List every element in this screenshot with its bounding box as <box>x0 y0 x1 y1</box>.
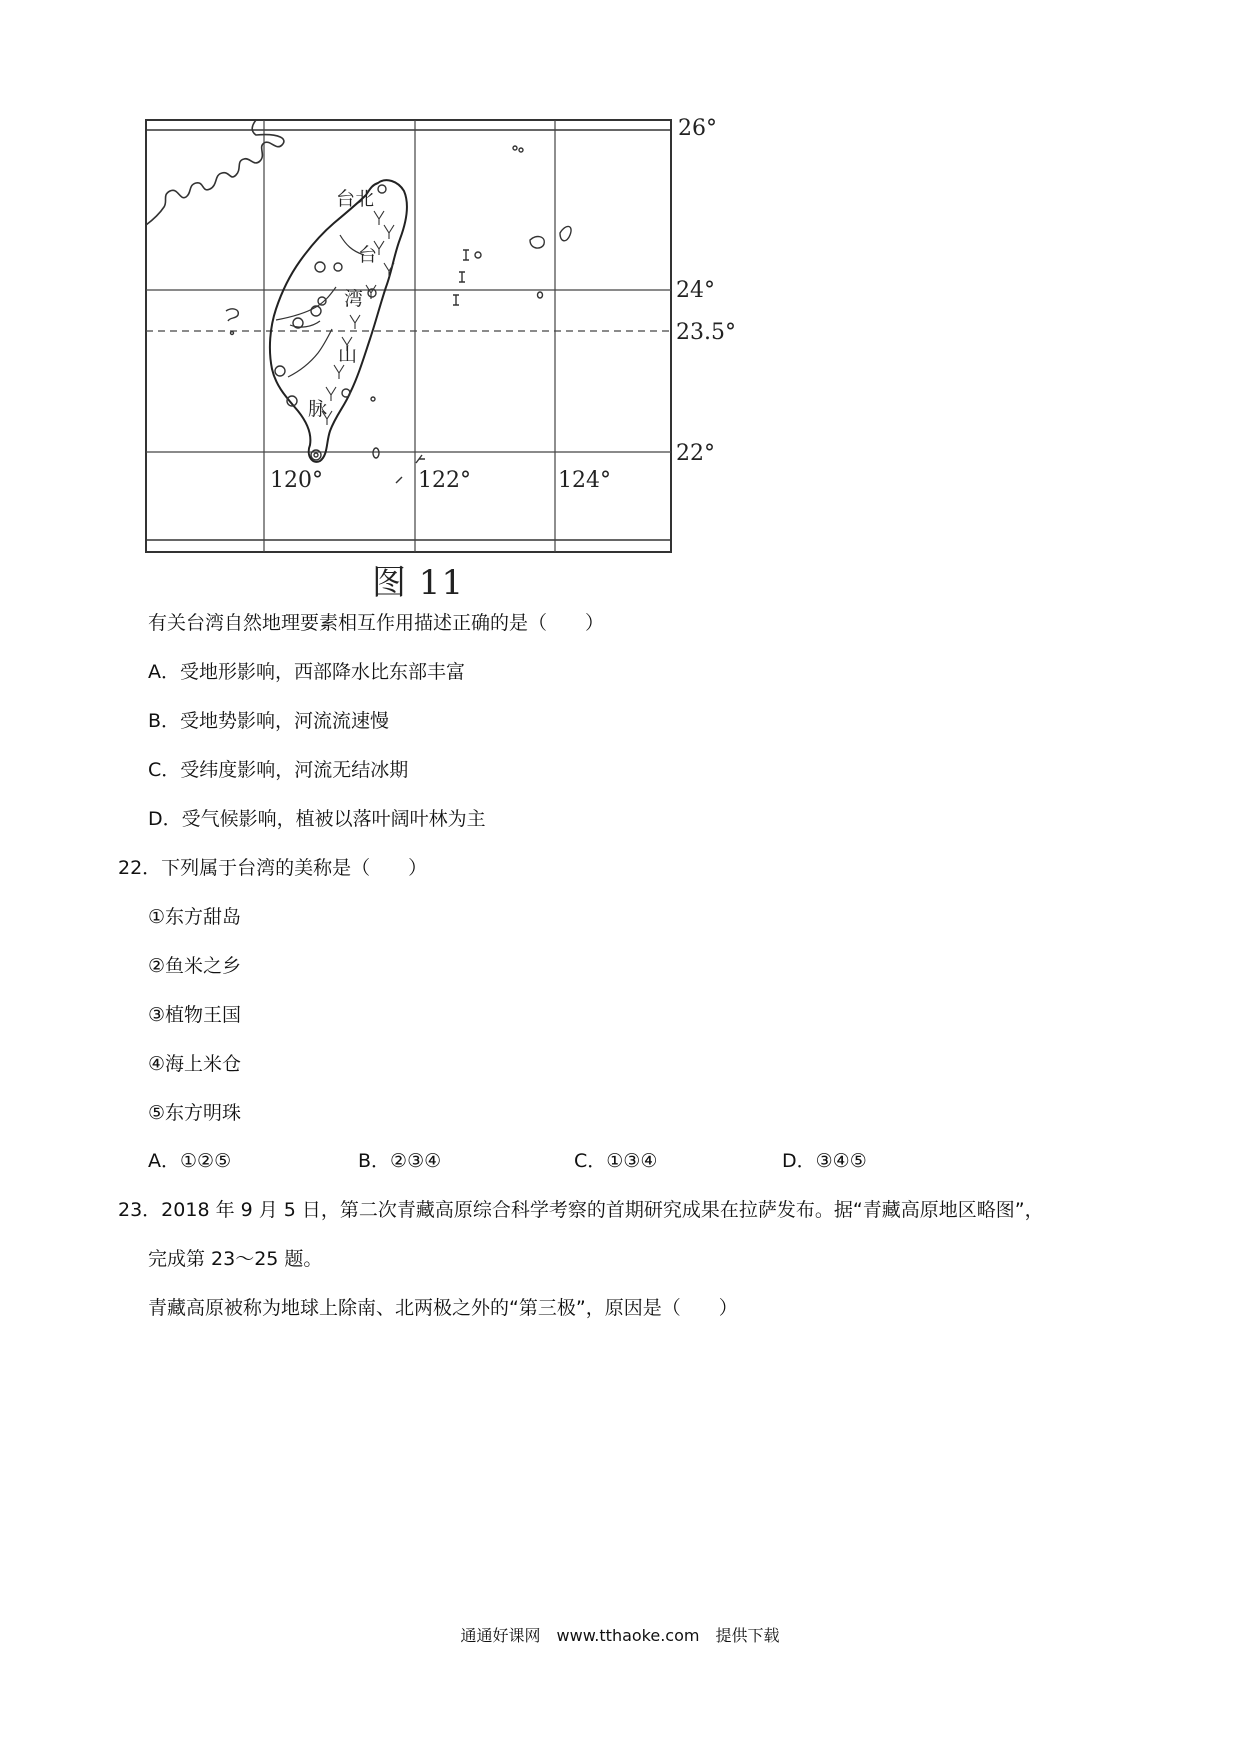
offshore-islands <box>226 146 571 483</box>
taiwan-map <box>140 115 760 555</box>
label-range-1: 台 <box>358 244 378 266</box>
q22-choice-b: B．②③④ <box>358 1150 442 1172</box>
q22-item-2: ②鱼米之乡 <box>148 955 242 977</box>
q22-item-4: ④海上米仓 <box>148 1053 242 1075</box>
q23-intro-line-2: 完成第 23～25 题。 <box>148 1248 323 1270</box>
lat-label-24: 24° <box>676 278 715 303</box>
q21-stem: 有关台湾自然地理要素相互作用描述正确的是（ ） <box>148 612 605 634</box>
q22-item-1: ①东方甜岛 <box>148 906 242 928</box>
lon-label-120: 120° <box>270 468 323 493</box>
q21-option-d: D．受气候影响，植被以落叶阔叶林为主 <box>148 808 486 830</box>
river-3 <box>288 329 332 377</box>
taiwan-island <box>270 180 407 462</box>
q22-choice-a: A．①②⑤ <box>148 1150 232 1172</box>
lon-label-122: 122° <box>418 468 471 493</box>
label-range-3: 山 <box>338 344 358 366</box>
label-range-4: 脉 <box>308 398 328 420</box>
lon-label-124: 124° <box>558 468 611 493</box>
page-footer: 通通好课网 www.tthaoke.com 提供下载 <box>460 1626 780 1645</box>
lat-label-23-5: 23.5° <box>676 320 736 345</box>
q22-choice-d: D．③④⑤ <box>782 1150 867 1172</box>
q22-stem: 22．下列属于台湾的美称是（ ） <box>118 857 428 879</box>
lat-label-22: 22° <box>676 441 715 466</box>
q21-option-c: C．受纬度影响，河流无结冰期 <box>148 759 409 781</box>
label-range-2: 湾 <box>344 288 364 310</box>
figure-caption: 图 11 <box>372 563 465 603</box>
q22-item-3: ③植物王国 <box>148 1004 242 1026</box>
mainland-coastline <box>146 120 284 225</box>
q22-choice-c: C．①③④ <box>574 1150 658 1172</box>
taiwan-map-figure <box>140 115 760 595</box>
q22-item-5: ⑤东方明珠 <box>148 1102 242 1124</box>
q21-option-b: B．受地势影响，河流流速慢 <box>148 710 390 732</box>
q23-intro-line-1: 23．2018 年 9 月 5 日，第二次青藏高原综合科学考察的首期研究成果在拉萨发布。据“青藏高原地区略图”， <box>118 1199 1044 1221</box>
q23-stem: 青藏高原被称为地球上除南、北两极之外的“第三极”，原因是（ ） <box>148 1297 738 1319</box>
label-taipei: 台北 <box>336 188 375 210</box>
river-1 <box>276 287 336 320</box>
lat-label-26: 26° <box>678 116 717 141</box>
q21-option-a: A．受地形影响，西部降水比东部丰富 <box>148 661 465 683</box>
